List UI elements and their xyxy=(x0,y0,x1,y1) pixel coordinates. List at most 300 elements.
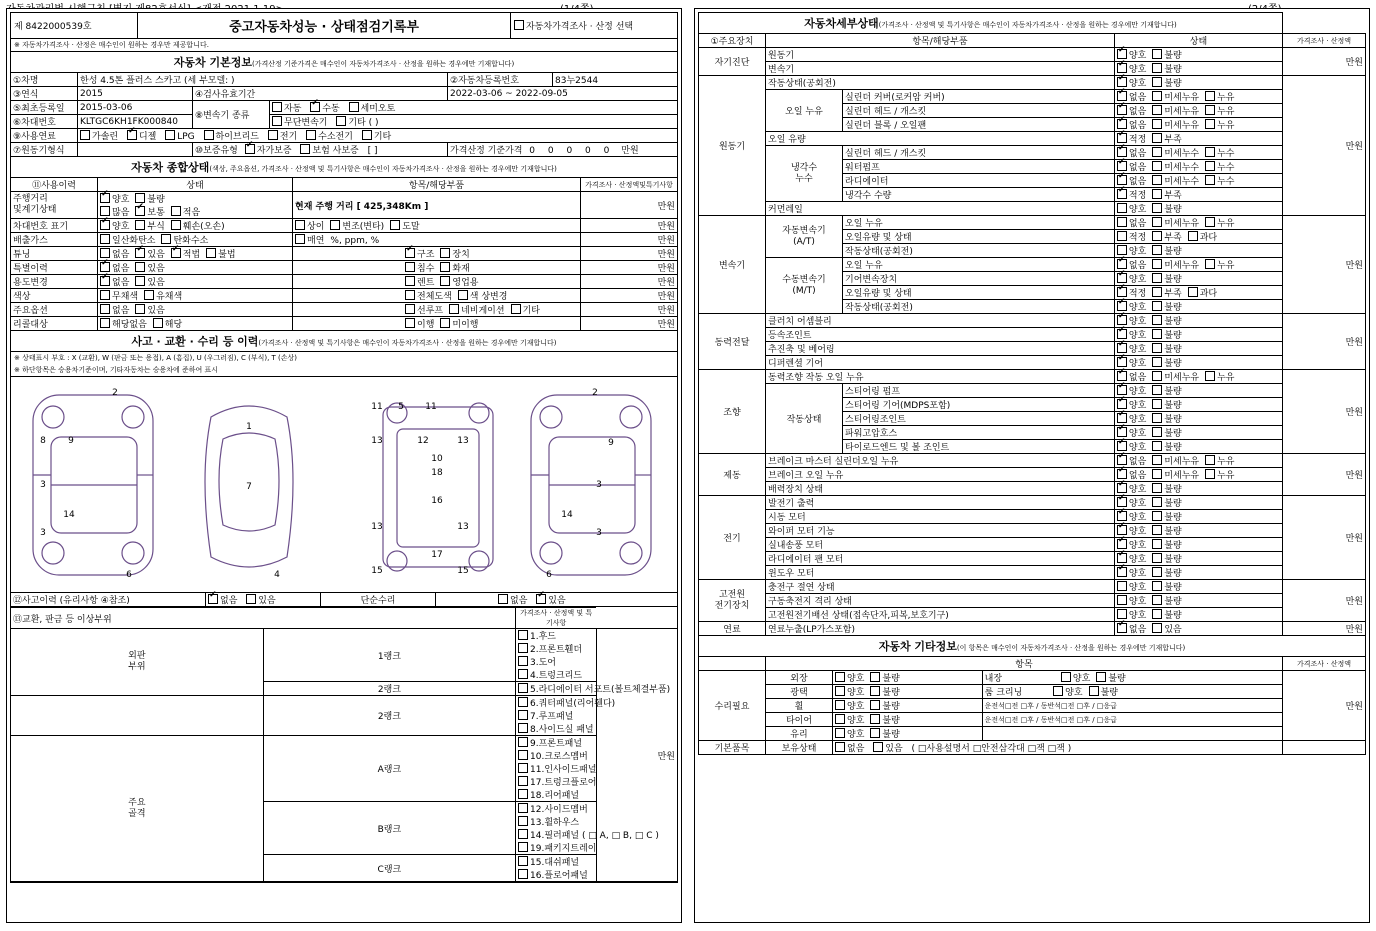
frame-rankB-items-2[interactable]: 19.패키지트레이 xyxy=(516,841,597,855)
state-brake-oil[interactable]: ✔ 없음 미세누유 누유 xyxy=(1114,468,1282,482)
radiator-leak-checkbox[interactable] xyxy=(1205,175,1215,185)
mileage-good-checkbox[interactable] xyxy=(100,193,110,203)
brakemaster-none-checkbox[interactable] xyxy=(1117,455,1127,465)
room-cleaning-cell[interactable]: 룸 크리닝 양호 불량 xyxy=(982,685,1282,699)
engine-diag-good-checkbox[interactable] xyxy=(1117,49,1127,59)
propshaft-good-checkbox[interactable] xyxy=(1117,343,1127,353)
mileage-normal-checkbox[interactable] xyxy=(135,206,145,216)
fuel-lpg-checkbox[interactable] xyxy=(165,130,175,140)
state-hv-wiring[interactable]: 양호 불량 xyxy=(1114,608,1282,622)
recall-na-checkbox[interactable] xyxy=(100,318,110,328)
state-steering-joint[interactable]: ✔ 양호 불량 xyxy=(1114,412,1282,426)
door-checkbox[interactable] xyxy=(518,656,528,666)
table-row xyxy=(11,303,678,317)
options-other-checkbox[interactable] xyxy=(511,304,521,314)
wiper-good-checkbox[interactable] xyxy=(1117,525,1127,535)
brakeoil-leak-checkbox[interactable] xyxy=(1205,469,1215,479)
at-idle-good-checkbox[interactable] xyxy=(1117,245,1127,255)
state-engine-diag[interactable]: ✔ 양호 불량 xyxy=(1114,48,1282,62)
rocker-none-checkbox[interactable] xyxy=(1117,91,1127,101)
brakeoil-none-checkbox[interactable] xyxy=(1117,469,1127,479)
trans-auto-checkbox[interactable] xyxy=(272,102,282,112)
inside-panel-checkbox[interactable] xyxy=(518,763,528,773)
state-wheel[interactable]: 양호 불량 xyxy=(833,699,983,713)
polish-bad-checkbox[interactable] xyxy=(870,686,880,696)
rear-panel-checkbox[interactable] xyxy=(518,789,528,799)
state-at-oil-qty[interactable]: 적정 부족 과다 xyxy=(1114,230,1282,244)
mt-idle-good-checkbox[interactable] xyxy=(1117,301,1127,311)
state-coolant-qty[interactable]: ✔ 적정 부족 xyxy=(1114,188,1282,202)
vin-altered-checkbox[interactable] xyxy=(330,220,340,230)
commonrail-bad-checkbox[interactable] xyxy=(1152,203,1162,213)
frame-rankC-items[interactable]: 15.대쉬패널 16.플로어패널 xyxy=(516,855,597,882)
simple-none-checkbox[interactable] xyxy=(498,594,508,604)
row-state-emission[interactable]: 일산화탄소 탄화수소 xyxy=(98,233,293,247)
quarter-panel-checkbox[interactable] xyxy=(518,697,528,707)
diff-bad-checkbox[interactable] xyxy=(1152,357,1162,367)
steergear-bad-checkbox[interactable] xyxy=(1152,399,1162,409)
psleak-leak-checkbox[interactable] xyxy=(1205,371,1215,381)
starter-good-checkbox[interactable] xyxy=(1117,511,1127,521)
block-none-checkbox[interactable] xyxy=(1117,119,1127,129)
coolant-head-leak-checkbox[interactable] xyxy=(1205,147,1215,157)
tuning-illegal-checkbox[interactable] xyxy=(206,248,216,258)
vin-erased-checkbox[interactable] xyxy=(390,220,400,230)
row-state-vin[interactable]: ✔ 양호 부식 훼손(오손) xyxy=(98,219,293,233)
state-water-pump[interactable]: ✔ 없음 미세누수 누수 xyxy=(1114,160,1282,174)
booster-good-checkbox[interactable] xyxy=(1117,483,1127,493)
roomclean-bad-checkbox[interactable] xyxy=(1089,686,1099,696)
fuel-diesel-checkbox[interactable] xyxy=(127,130,137,140)
fuel-other-checkbox[interactable] xyxy=(362,130,372,140)
row-item-options[interactable]: 선루프 네비게이션 기타 xyxy=(293,303,581,317)
accident-history-options[interactable]: ✔ 없음 있음 xyxy=(206,593,321,606)
row-item-recall[interactable]: 이행 미이행 xyxy=(293,317,581,331)
waterpump-leak-checkbox[interactable] xyxy=(1205,161,1215,171)
state-charge-port[interactable]: 양호 불량 xyxy=(1114,580,1282,594)
trans-cvt-checkbox[interactable] xyxy=(272,116,282,126)
accident-history-cell[interactable] xyxy=(11,593,678,607)
state-cv-joint[interactable]: ✔ 양호 불량 xyxy=(1114,328,1282,342)
windowmotor-good-checkbox[interactable] xyxy=(1117,567,1127,577)
emission-co-checkbox[interactable] xyxy=(100,234,110,244)
rocker-leak-checkbox[interactable] xyxy=(1205,91,1215,101)
special-flood-checkbox[interactable] xyxy=(405,262,415,272)
tire-good-checkbox[interactable] xyxy=(835,714,845,724)
coolant-head-micro-checkbox[interactable] xyxy=(1152,147,1162,157)
tuning-yes-checkbox[interactable] xyxy=(135,248,145,258)
side-sill-panel-checkbox[interactable] xyxy=(518,723,528,733)
svg-text:13: 13 xyxy=(371,436,383,446)
fuelleak-none-checkbox[interactable] xyxy=(1117,623,1127,633)
steerpump-bad-checkbox[interactable] xyxy=(1152,385,1162,395)
front-fender-checkbox[interactable] xyxy=(518,643,528,653)
roof-panel-checkbox[interactable] xyxy=(518,710,528,720)
state-steering-gear[interactable]: ✔ 양호 불량 xyxy=(1114,398,1282,412)
mt-leak-micro-checkbox[interactable] xyxy=(1152,259,1162,269)
title-option[interactable] xyxy=(511,13,678,39)
exterior-good-checkbox[interactable] xyxy=(835,672,845,682)
cross-member-checkbox[interactable] xyxy=(518,750,528,760)
row-state-recall[interactable]: 해당없음 해당 xyxy=(98,317,293,331)
trans-options-row1[interactable]: 자동 ✔ 수동 세미오토 xyxy=(270,101,678,115)
title-option-checkbox[interactable] xyxy=(514,20,524,30)
tuning-structure-checkbox[interactable] xyxy=(405,248,415,258)
basic-items-options[interactable]: 없음 있음 ( □사용설명서 □안전삼각대 □잭 □잭 ) xyxy=(833,741,1283,755)
emission-hc-checkbox[interactable] xyxy=(161,234,171,244)
steergear-good-checkbox[interactable] xyxy=(1117,399,1127,409)
state-tire[interactable]: 양호 불량 xyxy=(833,713,983,727)
usage-yes-checkbox[interactable] xyxy=(135,276,145,286)
exterior-bad-checkbox[interactable] xyxy=(870,672,880,682)
vin-good-checkbox[interactable] xyxy=(100,220,110,230)
coolantqty-low-checkbox[interactable] xyxy=(1152,189,1162,199)
special-none-checkbox[interactable] xyxy=(100,262,110,272)
table-row xyxy=(11,233,678,247)
special-fire-checkbox[interactable] xyxy=(440,262,450,272)
radiator-micro-checkbox[interactable] xyxy=(1152,175,1162,185)
state-oil-quantity[interactable]: ✔ 적정 부족 xyxy=(1114,132,1282,146)
commonrail-good-checkbox[interactable] xyxy=(1117,203,1127,213)
tire-position-cell[interactable]: 운전석□전 □후 / 동반석□전 □후 / □응급 xyxy=(982,713,1282,727)
state-mt-oil-leak[interactable]: ✔ 없음 미세누유 누유 xyxy=(1114,258,1282,272)
state-trans-diag[interactable]: ✔ 양호 불량 xyxy=(1114,62,1282,76)
steerjoint-good-checkbox[interactable] xyxy=(1117,413,1127,423)
radiator-none-checkbox[interactable] xyxy=(1117,175,1127,185)
mileage-many-checkbox[interactable] xyxy=(100,206,110,216)
item-water-pump: 워터펌프 xyxy=(843,160,1115,174)
state-radiator[interactable]: ✔ 없음 미세누수 누수 xyxy=(1114,174,1282,188)
state-alternator[interactable]: ✔ 양호 불량 xyxy=(1114,496,1282,510)
state-glass[interactable]: 양호 불량 xyxy=(833,727,983,741)
vin-rust-checkbox[interactable] xyxy=(135,220,145,230)
state-fuel-leak[interactable]: ✔ 없음 있음 xyxy=(1114,622,1282,636)
wheel-position-cell[interactable]: 운전석□전 □후 / 동반석□전 □후 / □응급 xyxy=(982,699,1282,713)
state-booster[interactable]: ✔ 양호 불량 xyxy=(1114,482,1282,496)
row-item-tuning[interactable]: ✔ 구조 장치 xyxy=(293,247,581,261)
propshaft-bad-checkbox[interactable] xyxy=(1152,343,1162,353)
state-differential[interactable]: ✔ 양호 불량 xyxy=(1114,356,1282,370)
usage-rent-checkbox[interactable] xyxy=(405,276,415,286)
options-none-checkbox[interactable] xyxy=(100,304,110,314)
basicitems-yes-checkbox[interactable] xyxy=(873,742,883,752)
mt-idle-bad-checkbox[interactable] xyxy=(1152,301,1162,311)
state-common-rail[interactable]: 양호 불량 xyxy=(1114,202,1282,216)
mileage-few-checkbox[interactable] xyxy=(171,206,181,216)
state-brake-master[interactable]: ✔ 없음 미세누유 누유 xyxy=(1114,454,1282,468)
pillar-panel-checkbox[interactable] xyxy=(518,829,528,839)
fuelleak-yes-checkbox[interactable] xyxy=(1152,623,1162,633)
roomclean-good-checkbox[interactable] xyxy=(1053,686,1063,696)
tuning-legal-checkbox[interactable] xyxy=(171,248,181,258)
table-row xyxy=(699,580,1366,594)
state-coolant-head[interactable]: ✔ 없음 미세누수 누수 xyxy=(1114,146,1282,160)
state-mt-idle[interactable]: ✔ 양호 불량 xyxy=(1114,300,1282,314)
state-exterior[interactable]: 양호 불량 xyxy=(833,671,983,685)
state-head-gasket-oil[interactable]: ✔ 없음 미세누유 누유 xyxy=(1114,104,1282,118)
usage-none-checkbox[interactable] xyxy=(100,276,110,286)
at-oilqty-over-checkbox[interactable] xyxy=(1188,231,1198,241)
outer-rank2b-items[interactable]: 6.쿼터패널(리어휀다) 7.루프패널 8.사이드실 패널 xyxy=(516,696,597,736)
state-wiper-motor[interactable]: ✔ 양호 불량 xyxy=(1114,524,1282,538)
reg-no-value: 83누2544 xyxy=(553,73,678,87)
row-state-usage[interactable]: ✔ 없음 있음 xyxy=(98,275,293,289)
clutch-bad-checkbox[interactable] xyxy=(1152,315,1162,325)
trans-semiauto-checkbox[interactable] xyxy=(349,102,359,112)
rocker-micro-checkbox[interactable] xyxy=(1152,91,1162,101)
tuning-none-checkbox[interactable] xyxy=(100,248,110,258)
table-row xyxy=(699,62,1366,76)
state-mt-gear[interactable]: ✔ 양호 불량 xyxy=(1114,272,1282,286)
special-yes-checkbox[interactable] xyxy=(135,262,145,272)
trunk-floor-checkbox[interactable] xyxy=(518,776,528,786)
fuel-electric-checkbox[interactable] xyxy=(268,130,278,140)
row-state-mileage[interactable]: ✔양호 불량 많음 ✔ 보통 적음 xyxy=(98,192,293,219)
fuel-hybrid-checkbox[interactable] xyxy=(204,130,214,140)
subgroup-coolant-leak: 냉각수 누수 xyxy=(766,146,843,202)
wheel-good-checkbox[interactable] xyxy=(835,700,845,710)
mt-leak-leak-checkbox[interactable] xyxy=(1205,259,1215,269)
recall-done-checkbox[interactable] xyxy=(405,318,415,328)
state-battery-isolation[interactable]: 양호 불량 xyxy=(1114,594,1282,608)
state-power-steering-leak[interactable]: ✔ 없음 미세누유 누유 xyxy=(1114,370,1282,384)
row-state-options[interactable]: 없음 있음 xyxy=(98,303,293,317)
table-row xyxy=(699,685,1366,699)
radiator-support-checkbox[interactable] xyxy=(518,683,528,693)
state-block-oilpan[interactable]: ✔ 없음 미세누유 누유 xyxy=(1114,118,1282,132)
cvjoint-bad-checkbox[interactable] xyxy=(1152,329,1162,339)
blower-good-checkbox[interactable] xyxy=(1117,539,1127,549)
windowmotor-bad-checkbox[interactable] xyxy=(1152,567,1162,577)
at-oilqty-ok-checkbox[interactable] xyxy=(1117,231,1127,241)
waterpump-micro-checkbox[interactable] xyxy=(1152,161,1162,171)
state-engine-idle[interactable]: ✔ 양호 불량 xyxy=(1114,76,1282,90)
svg-text:13: 13 xyxy=(457,436,469,446)
state-power-hose[interactable]: ✔ 양호 불량 xyxy=(1114,426,1282,440)
steerpump-good-checkbox[interactable] xyxy=(1117,385,1127,395)
clutch-good-checkbox[interactable] xyxy=(1117,315,1127,325)
wheel-house-checkbox[interactable] xyxy=(518,816,528,826)
blower-bad-checkbox[interactable] xyxy=(1152,539,1162,549)
basic-items-detail[interactable]: ( □사용설명서 □안전삼각대 □잭 □잭 ) xyxy=(911,744,1072,754)
state-at-idle[interactable]: 양호 불량 xyxy=(1114,244,1282,258)
batteryiso-good-checkbox[interactable] xyxy=(1117,595,1127,605)
tire-bad-checkbox[interactable] xyxy=(870,714,880,724)
front-panel-checkbox[interactable] xyxy=(518,737,528,747)
group-powertrain: 동력전달 xyxy=(699,314,766,370)
batteryiso-bad-checkbox[interactable] xyxy=(1152,595,1162,605)
package-tray-checkbox[interactable] xyxy=(518,842,528,852)
row-item-vin[interactable]: 상이 변조(변타) 도말 xyxy=(293,219,581,233)
insurance-company-checkbox[interactable] xyxy=(300,144,310,154)
waterpump-none-checkbox[interactable] xyxy=(1117,161,1127,171)
headgasket-none-checkbox[interactable] xyxy=(1117,105,1127,115)
state-blower-motor[interactable]: ✔ 양호 불량 xyxy=(1114,538,1282,552)
color-chromatic-checkbox[interactable] xyxy=(144,290,154,300)
row-price-color: 만원 xyxy=(581,289,678,303)
glass-bad-checkbox[interactable] xyxy=(870,728,880,738)
at-leak-leak-checkbox[interactable] xyxy=(1205,217,1215,227)
usage-business-checkbox[interactable] xyxy=(440,276,450,286)
row-item-emission[interactable]: 매연 %, ppm, % xyxy=(293,233,581,247)
emission-smoke-checkbox[interactable] xyxy=(295,234,305,244)
row-state-color[interactable]: 무채색 유채색 xyxy=(98,289,293,303)
mt-oilqty-over-checkbox[interactable] xyxy=(1188,287,1198,297)
row-item-usage[interactable]: 렌트 영업용 xyxy=(293,275,581,289)
starter-bad-checkbox[interactable] xyxy=(1152,511,1162,521)
item-cv-joint: 등속조인트 xyxy=(766,328,1115,342)
tuning-device-checkbox[interactable] xyxy=(440,248,450,258)
polish-good-checkbox[interactable] xyxy=(835,686,845,696)
tierod-bad-checkbox[interactable] xyxy=(1152,441,1162,451)
mt-oilqty-ok-checkbox[interactable] xyxy=(1117,287,1127,297)
at-leak-micro-checkbox[interactable] xyxy=(1152,217,1162,227)
block-leak-checkbox[interactable] xyxy=(1205,119,1215,129)
mt-gear-good-checkbox[interactable] xyxy=(1117,273,1127,283)
at-oilqty-low-checkbox[interactable] xyxy=(1152,231,1162,241)
steerjoint-bad-checkbox[interactable] xyxy=(1152,413,1162,423)
state-radiator-fan-motor[interactable]: ✔ 양호 불량 xyxy=(1114,552,1282,566)
car-name-label: ①차명 xyxy=(11,73,78,87)
insurance-cell[interactable]: ⑩보증유형 ✔ 자가보증 보험 사보증 [ ] xyxy=(193,143,448,157)
state-tie-rod[interactable]: ✔ 양호 불량 xyxy=(1114,440,1282,454)
at-idle-bad-checkbox[interactable] xyxy=(1152,245,1162,255)
trans-other-checkbox[interactable] xyxy=(336,116,346,126)
fuel-options[interactable]: 가솔린 ✔ 디젤 LPG 하이브리드 전기 수소전기 기타 xyxy=(78,129,678,143)
options-navi-checkbox[interactable] xyxy=(449,304,459,314)
engine-idle-bad-checkbox[interactable] xyxy=(1152,77,1162,87)
fanmotor-good-checkbox[interactable] xyxy=(1117,553,1127,563)
trans-diag-bad-checkbox[interactable] xyxy=(1152,63,1162,73)
svg-text:18: 18 xyxy=(431,468,443,478)
alternator-bad-checkbox[interactable] xyxy=(1152,497,1162,507)
row-item-special[interactable]: 침수 화재 xyxy=(293,261,581,275)
vin-diff-checkbox[interactable] xyxy=(295,220,305,230)
row-item-color[interactable]: 전체도색 색 상변경 xyxy=(293,289,581,303)
vin-label: ⑥차대번호 xyxy=(11,115,78,129)
trans-manual-checkbox[interactable] xyxy=(310,102,320,112)
alternator-good-checkbox[interactable] xyxy=(1117,497,1127,507)
brakeoil-micro-checkbox[interactable] xyxy=(1152,469,1162,479)
floor-panel-checkbox[interactable] xyxy=(518,869,528,879)
svg-text:2: 2 xyxy=(112,388,118,398)
state-clutch[interactable]: ✔ 양호 불량 xyxy=(1114,314,1282,328)
vin-damage-checkbox[interactable] xyxy=(171,220,181,230)
outer-rank1-items[interactable]: 1.후드 2.프론트휀더 3.도어 4.트렁크리드 xyxy=(516,629,597,682)
state-propeller-shaft[interactable]: ✔ 양호 불량 xyxy=(1114,342,1282,356)
brakemaster-micro-checkbox[interactable] xyxy=(1152,455,1162,465)
frame-rankA-items-1[interactable]: 9.프론트패널 10.크로스멤버 11.인사이드패널 xyxy=(516,736,597,776)
hvwiring-bad-checkbox[interactable] xyxy=(1152,609,1162,619)
block-micro-checkbox[interactable] xyxy=(1152,119,1162,129)
side-member-checkbox[interactable] xyxy=(518,803,528,813)
accident-none-checkbox[interactable] xyxy=(208,594,218,604)
row-state-special[interactable]: ✔ 없음 있음 xyxy=(98,261,293,275)
color-full-paint-checkbox[interactable] xyxy=(405,290,415,300)
coolant-head-none-checkbox[interactable] xyxy=(1117,147,1127,157)
state-polish[interactable]: 양호 불량 xyxy=(833,685,983,699)
accident-yes-checkbox[interactable] xyxy=(246,594,256,604)
booster-bad-checkbox[interactable] xyxy=(1152,483,1162,493)
item-clutch: 클러치 어셈블리 xyxy=(766,314,1115,328)
color-achromatic-checkbox[interactable] xyxy=(100,290,110,300)
state-at-oil-leak[interactable]: 없음 미세누유 누유 xyxy=(1114,216,1282,230)
state-steering-pump[interactable]: ✔ 양호 불량 xyxy=(1114,384,1282,398)
item-rocker-cover: 실린더 커버(로커암 커버) xyxy=(843,90,1115,104)
price-hv-electric: 만원 xyxy=(1283,580,1366,622)
fanmotor-bad-checkbox[interactable] xyxy=(1152,553,1162,563)
wheel-bad-checkbox[interactable] xyxy=(870,700,880,710)
mt-gear-bad-checkbox[interactable] xyxy=(1152,273,1162,283)
detail-state-table xyxy=(698,12,1366,636)
options-sunroof-checkbox[interactable] xyxy=(405,304,415,314)
trans-diag-good-checkbox[interactable] xyxy=(1117,63,1127,73)
headgasket-leak-checkbox[interactable] xyxy=(1205,105,1215,115)
price-brake: 만원 xyxy=(1283,454,1366,496)
at-leak-none-checkbox[interactable] xyxy=(1117,217,1127,227)
oilqty-ok-checkbox[interactable] xyxy=(1117,133,1127,143)
trans-options-row2[interactable]: 무단변속기 기타 ( ) xyxy=(270,115,678,129)
state-window-motor[interactable]: ✔ 양호 불량 xyxy=(1114,566,1282,580)
powerhose-good-checkbox[interactable] xyxy=(1117,427,1127,437)
wiper-bad-checkbox[interactable] xyxy=(1152,525,1162,535)
state-starter[interactable]: ✔ 양호 불량 xyxy=(1114,510,1282,524)
interior-cell[interactable]: 내장 양호 불량 xyxy=(982,671,1282,685)
outer-rank2-items[interactable]: 5.라디에이터 서포트(볼트체결부품) xyxy=(516,682,597,696)
year-label: ③연식 xyxy=(11,87,78,101)
fuel-hydrogen-checkbox[interactable] xyxy=(306,130,316,140)
hvwiring-good-checkbox[interactable] xyxy=(1117,609,1127,619)
engine-diag-bad-checkbox[interactable] xyxy=(1152,49,1162,59)
oilqty-low-checkbox[interactable] xyxy=(1152,133,1162,143)
glass-good-checkbox[interactable] xyxy=(835,728,845,738)
brakemaster-leak-checkbox[interactable] xyxy=(1205,455,1215,465)
simple-yes-checkbox[interactable] xyxy=(536,594,546,604)
row-state-tuning[interactable]: 없음 ✔ 있음 ✔ 적법 불법 xyxy=(98,247,293,261)
interior-good-checkbox[interactable] xyxy=(1061,672,1071,682)
state-rocker-cover[interactable]: ✔ 없음 미세누유 누유 xyxy=(1114,90,1282,104)
trunk-lid-checkbox[interactable] xyxy=(518,669,528,679)
frame-rankB-items-1[interactable]: 12.사이드멤버 13.휠하우스 14.필러패널 ( □ A, □ B, □ C ) xyxy=(516,802,597,842)
mt-oilqty-low-checkbox[interactable] xyxy=(1152,287,1162,297)
frame-rankA-items-2[interactable]: 17.트렁크플로어 18.리어패널 xyxy=(516,775,597,802)
options-yes-checkbox[interactable] xyxy=(135,304,145,314)
powerhose-bad-checkbox[interactable] xyxy=(1152,427,1162,437)
psleak-micro-checkbox[interactable] xyxy=(1152,371,1162,381)
insurance-self-checkbox[interactable] xyxy=(245,144,255,154)
interior-bad-checkbox[interactable] xyxy=(1096,672,1106,682)
chargeport-good-checkbox[interactable] xyxy=(1117,581,1127,591)
dash-panel-checkbox[interactable] xyxy=(518,856,528,866)
coolantqty-ok-checkbox[interactable] xyxy=(1117,189,1127,199)
simple-repair-options[interactable]: 없음 ✔ 있음 xyxy=(436,593,678,606)
cvjoint-good-checkbox[interactable] xyxy=(1117,329,1127,339)
recall-notdone-checkbox[interactable] xyxy=(440,318,450,328)
recall-yes-checkbox[interactable] xyxy=(153,318,163,328)
engine-idle-good-checkbox[interactable] xyxy=(1117,77,1127,87)
basicitems-none-checkbox[interactable] xyxy=(835,742,845,752)
diff-good-checkbox[interactable] xyxy=(1117,357,1127,367)
state-mt-oil-qty[interactable]: ✔ 적정 부족 과다 xyxy=(1114,286,1282,300)
color-changed-checkbox[interactable] xyxy=(458,290,468,300)
tierod-good-checkbox[interactable] xyxy=(1117,441,1127,451)
mt-leak-none-checkbox[interactable] xyxy=(1117,259,1127,269)
hood-checkbox[interactable] xyxy=(518,630,528,640)
headgasket-micro-checkbox[interactable] xyxy=(1152,105,1162,115)
psleak-none-checkbox[interactable] xyxy=(1117,371,1127,381)
fuel-gasoline-checkbox[interactable] xyxy=(80,130,90,140)
chargeport-bad-checkbox[interactable] xyxy=(1152,581,1162,591)
